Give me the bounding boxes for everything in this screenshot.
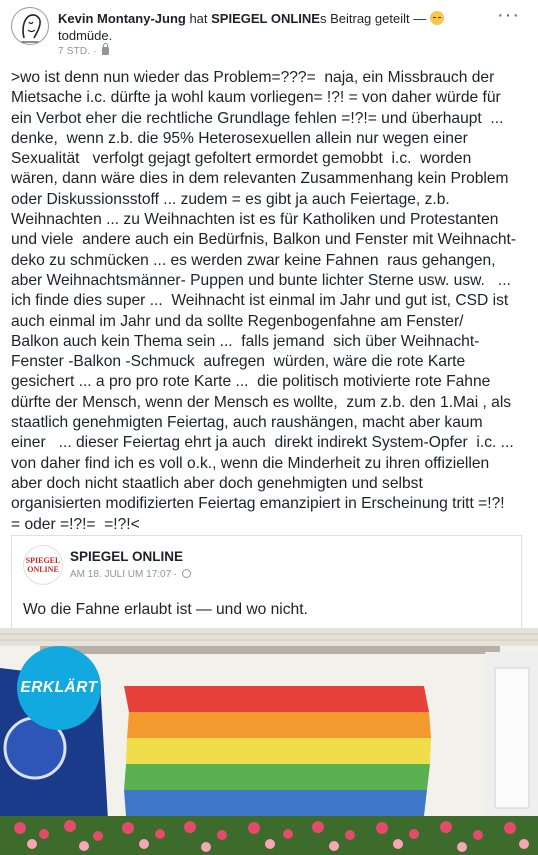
share-action-text: hat [185,11,212,26]
shared-page-link[interactable]: SPIEGEL ONLINE [211,11,320,26]
more-options-button[interactable]: ··· [497,4,520,26]
post-header-text [58,10,488,44]
shared-post-text: Wo die Fahne erlaubt ist — und wo nicht. [23,601,308,618]
share-action-suffix: s Beitrag geteilt — [319,11,430,26]
author-avatar[interactable] [11,7,49,45]
erklaert-badge [17,646,101,730]
shared-post-card[interactable] [11,535,522,630]
post-text: >wo ist denn nun wieder das Problem=???= naja, ein Missbrauch der Mietsache i.c. dürfte ja wohl kaum vorliegen= !?! = von daher würde für ein Verbot eher die rechtliche Grundlage fehlen =!?!= und überhaupt ... denke, wenn z.b. die 95% Heterosexuellen allein nur wegen einer Sexualität verfolgt gejagt gefoltert ermordet gemobbt i.c. worden wären, dann wäre dies in dem relevanten Zusammenhang kein Problem oder Diskussionsstoff ... zudem = es gibt ja auch Feiertage, z.b. Weihnachten ... zu Weihnachten ist es für Katholiken und Protestanten und viele andere auch ein Bedürfnis, Balkon und Fenster mit Weihnacht- deko zu schmücken ... es werden zwar keine Fahnen raus gehangen, aber Weihnachtsmänner- Puppen und bunte lichter Sterne usw. usw. ... ich finde dies super ... Weihnacht ist einmal im Jahr und gut ist, CSD ist auch einmal im Jahr und da sollte Regenbogenfahne am Fenster/ Balkon auch kein Thema sein ... falls jemand sich über Weihnacht- Fenster -Balkon -Schmuck aufregen würden, wäre die rote Karte gesichert ... a pro pro rote Karte ... die politisch motivierte rote Fahne dürfte der Mensch, wenn der Mensch es wollte, zum z.b. den 1.Mai , als staatlich genehmigten Feiertag, auch raushängen, macht aber kaum einer ... dieser Feiertag ehrt ja auch direkt indirekt System-Opfer i.c. ... von daher find ich es voll o.k., wenn die Minderheit zu ihren offiziellen aber doch nicht staatlich aber doch genehmigten und selbst organisierten modifizierten Feiertag emanzipiert in Erscheinung tritt =!?! = oder =!?!= =!?!< [11,69,517,533]
post-header [0,0,538,66]
shared-post-timestamp[interactable]: AM 18. JULI UM 17:07 · [70,569,181,580]
shared-post-image[interactable] [0,628,538,855]
post-timestamp[interactable]: 7 STD. · [58,46,100,57]
logo-line-2: ONLINE [27,565,59,574]
badge-label: ERKLÄRT [20,679,98,696]
shared-page-name[interactable]: SPIEGEL ONLINE [70,549,184,564]
logo-line-1: SPIEGEL [25,556,61,565]
shared-post-meta [70,569,191,580]
spiegel-online-logo[interactable] [23,545,63,585]
public-globe-icon [182,569,191,578]
feeling-text: todmüde. [58,28,113,43]
tired-emoji-icon [430,11,444,25]
privacy-lock-icon[interactable] [102,47,109,55]
author-name[interactable]: Kevin Montany-Jung [58,11,186,26]
post-meta [58,46,109,57]
